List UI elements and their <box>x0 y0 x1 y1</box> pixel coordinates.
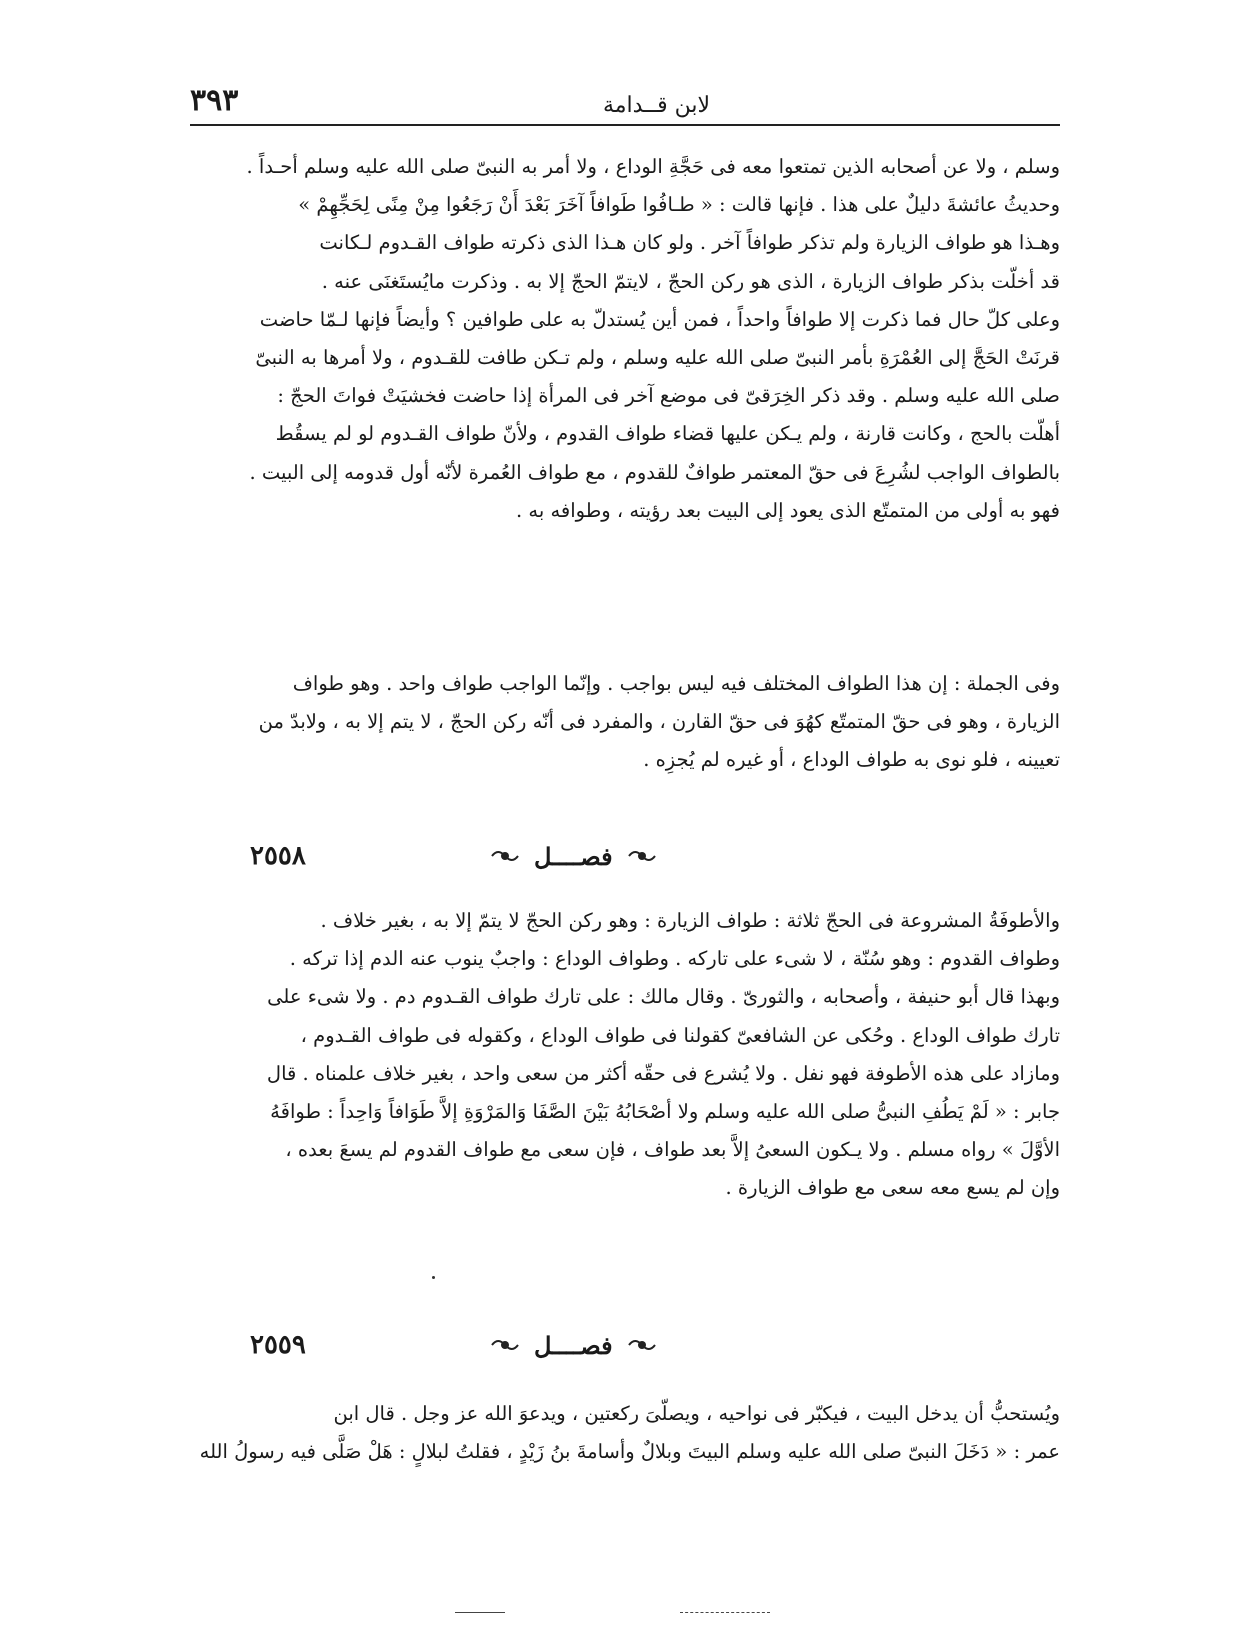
text-line: تعيينه ، فلو نوى به طواف الوداع ، أو غيره لم يُجزِه . <box>643 748 1060 772</box>
text-line: وفى الجملة : إن هذا الطواف المختلف فيه ليس بواجب . وإنّما الواجب طواف واحد . وهو طواف <box>292 672 1060 695</box>
section-title: فصــــل <box>534 1330 613 1360</box>
text-line: وطواف القدوم : وهو سُنّة ، لا شىء على تاركه . وطواف الوداع : واجبٌ ينوب عنه الدم إذا تركه . <box>289 947 1060 971</box>
text-line: وعلى كلّ حال فما ذكرت إلا طوافاً واحداً ، فمن أين يُستدلّ به على طوافين ؟ وأيضاً فإنها لـمّا حاضت <box>259 307 1060 331</box>
flourish-ornament-icon <box>627 846 657 866</box>
text-line: ومازاد على هذه الأطوفة فهو نفل . ولا يُشرع فى حقّه أكثر من سعى واحد ، بغير خلاف علمناه . قال <box>266 1061 1060 1085</box>
text-line: عمر : « دَخَلَ النبىّ صلى الله عليه وسلم البيتَ وبلالٌ وأسامةَ بنُ زَيْدٍ ، فقلتُ لبلالٍ : هَلْ صَلَّى فيه رسولُ الله <box>199 1440 1060 1464</box>
section-number: ٢٥٥٨ <box>250 841 306 871</box>
text-line: وإن لم يسع معه سعى مع طواف الزيارة . <box>725 1176 1060 1200</box>
text-line: قد أخلّت بذكر طواف الزيارة ، الذى هو ركن الحجّ ، لايتمّ الحجّ إلا به . وذكرت مايُستَغنَى عنه . <box>321 269 1060 293</box>
text-line: فهو به أولى من المتمتّع الذى يعود إلى البيت بعد رؤيته ، وطوافه به . <box>515 498 1060 522</box>
text-line: وسلم ، ولا عن أصحابه الذين تمتعوا معه فى حَجَّةِ الوداع ، ولا أمر به النبىّ صلى الله عليه وسلم أحـداً . <box>246 155 1060 178</box>
body-text-block-4 <box>190 1395 1060 1471</box>
body-text-block-2 <box>190 665 1060 780</box>
footer-rule <box>455 1612 505 1613</box>
text-line: بالطواف الواجب لشُرِعَ فى حقّ المعتمر طوافٌ للقدوم ، مع طواف العُمرة لأنّه أول قدومه إلى البيت . <box>249 460 1060 484</box>
section-heading-2559 <box>190 1325 1060 1365</box>
page-header <box>190 70 1060 118</box>
text-line: ويُستحبُّ أن يدخل البيت ، فيكبّر فى نواحيه ، ويصلّىَ ركعتين ، ويدعوَ الله عز وجل . قال ابن <box>333 1402 1060 1425</box>
body-text-block-1 <box>190 148 1060 530</box>
text-line: والأطوفَةُ المشروعة فى الحجّ ثلاثة : طواف الزيارة : وهو ركن الحجّ لا يتمّ إلا به ، بغير خلاف . <box>320 909 1060 932</box>
flourish-ornament-icon <box>490 1335 520 1355</box>
text-line: وبهذا قال أبو حنيفة ، وأصحابه ، والثورىّ . وقال مالك : على تارك طواف القـدوم دم . ولا شىء على <box>267 985 1060 1009</box>
text-line: الأوَّلَ » رواه مسلم . ولا يـكون السعىُ إلاَّ بعد طواف ، فإن سعى مع طواف القدوم لم يسعَ بعده ، <box>285 1138 1060 1162</box>
section-heading-2558 <box>190 836 1060 876</box>
header-rule <box>190 124 1060 126</box>
text-line: وحديثُ عائشةَ دليلٌ على هذا . فإنها قالت : « طـافُوا طَوافاً آخَرَ بَعْدَ أَنْ رَجَعُوا مِنْ مِنًى لِحَجِّهِمْ » <box>298 193 1060 217</box>
text-line: الزيارة ، وهو فى حقّ المتمتّع كهُوَ فى حقّ القارن ، والمفرد فى أنّه ركن الحجّ ، لا يتم إلا به ، ولابدّ من <box>258 710 1060 734</box>
text-line: وهـذا هو طواف الزيارة ولم تذكر طوافاً آخر . ولو كان هـذا الذى ذكرته طواف القـدوم لـكانت <box>319 231 1060 255</box>
print-speck <box>432 1276 435 1279</box>
section-title-group <box>490 1331 657 1360</box>
footer-rule <box>680 1612 770 1613</box>
text-line: تارك طواف الوداع . وحُكى عن الشافعىّ كقولنا فى طواف الوداع ، وكقوله فى طواف القـدوم ، <box>300 1023 1060 1047</box>
running-title: لابن قــدامة <box>602 93 710 118</box>
text-line: صلى الله عليه وسلم . وقد ذكر الخِرَقىّ فى موضع آخر فى المرأة إذا حاضت فخشيَتْ فواتَ الحجّ : <box>277 384 1060 408</box>
page-number: ٣٩٣ <box>190 83 239 118</box>
section-number: ٢٥٥٩ <box>250 1330 306 1360</box>
text-line: أهلّت بالحج ، وكانت قارنة ، ولم يـكن عليها قضاء طواف القدوم ، ولأنّ طواف القـدوم لو لم يسقُط <box>275 422 1060 446</box>
section-title-group <box>490 842 657 871</box>
body-text-block-3 <box>190 902 1060 1208</box>
flourish-ornament-icon <box>490 846 520 866</box>
text-line: قرنَتْ الحَجَّ إلى العُمْرَةِ بأمر النبىّ صلى الله عليه وسلم ، ولم تـكن طافت للقـدوم ، ولا أمرها به النبىّ <box>255 346 1060 370</box>
section-title: فصــــل <box>534 841 613 871</box>
text-line: جابر : « لَمْ يَطُفِ النبىُّ صلى الله عليه وسلم ولا أصْحَابُهُ بَيْنَ الصَّفَا وَالمَرْوَةِ إلاَّ طَوَافاً وَاحِداً : طوافَهُ <box>270 1100 1060 1124</box>
flourish-ornament-icon <box>627 1335 657 1355</box>
